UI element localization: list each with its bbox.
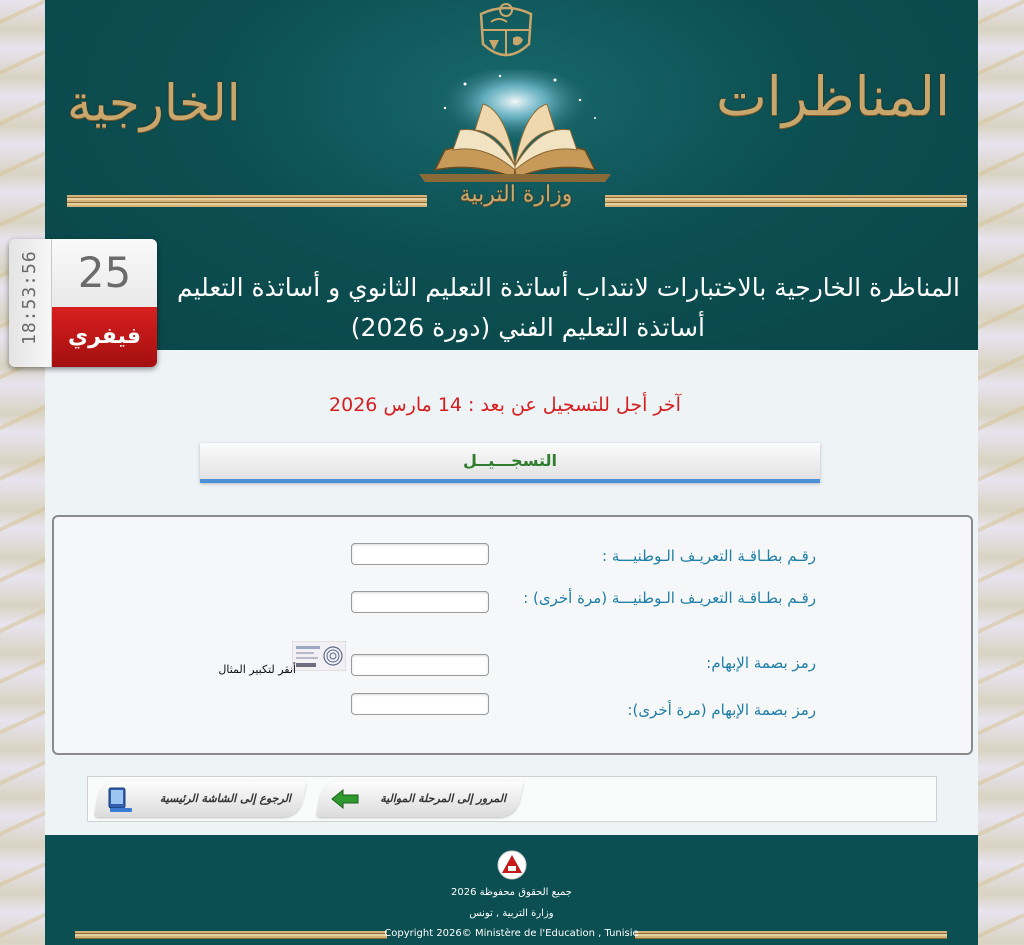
clock-strip: [9, 239, 52, 367]
thumbprint-code-confirm-label: رمز بصمة الإبهام (مرة أخرى):: [627, 701, 816, 719]
header-title-competitions: المناظرات: [715, 65, 950, 128]
national-id-input[interactable]: [351, 543, 489, 565]
tab-registration-label: التسجـــيــل: [463, 451, 557, 470]
footer-copyright: Copyright 2026© Ministère de l'Education , Tunisie: [384, 928, 639, 939]
home-button[interactable]: [94, 781, 307, 817]
footer-ministry-city: وزارة التربية , تونس: [469, 908, 554, 919]
date-widget: [9, 239, 157, 367]
tunisia-coat-of-arms-icon: [473, 0, 539, 68]
exam-title-line-2: أساتذة التعليم الفني (دورة 2026): [350, 313, 705, 342]
tab-registration[interactable]: [200, 443, 820, 483]
national-id-label: رقـم بطـاقـة التعريـف الـوطنيـــة :: [602, 547, 816, 565]
ministry-logo-icon: [496, 849, 528, 881]
thumbprint-code-confirm-input[interactable]: [351, 693, 489, 715]
footer: [45, 835, 978, 945]
fingerprint-example-image[interactable]: [292, 641, 346, 671]
footer-rights: جميع الحقوق محفوظة 2026: [451, 887, 572, 898]
arrow-left-icon: [330, 788, 360, 810]
page: [45, 0, 978, 945]
month-name: فيفري: [52, 307, 157, 367]
enlarge-example-hint[interactable]: أنقر لتكبير المثال: [218, 663, 296, 676]
national-id-confirm-input[interactable]: [351, 591, 489, 613]
header-banner: [45, 0, 978, 350]
header-title-external: الخارجية: [67, 74, 241, 132]
national-id-confirm-label: رقـم بطـاقـة التعريـف الـوطنيـــة (مرة أخرى) :: [523, 589, 816, 607]
day-number: 25: [52, 239, 157, 307]
home-button-label: الرجوع إلى الشاشة الرئيسية: [159, 792, 291, 805]
next-step-button[interactable]: [316, 781, 524, 817]
action-bar: [87, 776, 937, 822]
thumbprint-code-input[interactable]: [351, 654, 489, 676]
open-book-icon: [405, 70, 625, 185]
monitor-icon: [106, 786, 134, 814]
thumbprint-code-label: رمز بصمة الإبهام:: [706, 654, 816, 672]
gold-divider-right: [605, 195, 967, 207]
gold-divider-left: [67, 195, 427, 207]
registration-form: [52, 515, 973, 755]
next-step-button-label: المرور إلى المرحلة الموالية: [380, 792, 506, 805]
registration-deadline: آخر أجل للتسجيل عن بعد : 14 مارس 2026: [329, 394, 681, 416]
ministry-name: وزارة التربية: [459, 182, 573, 207]
exam-title-line-1: المناظرة الخارجية بالاختبارات لانتداب أساتذة التعليم الثانوي و أساتذة التعليم: [176, 273, 960, 302]
clock-time: 18:53:56: [19, 250, 40, 345]
